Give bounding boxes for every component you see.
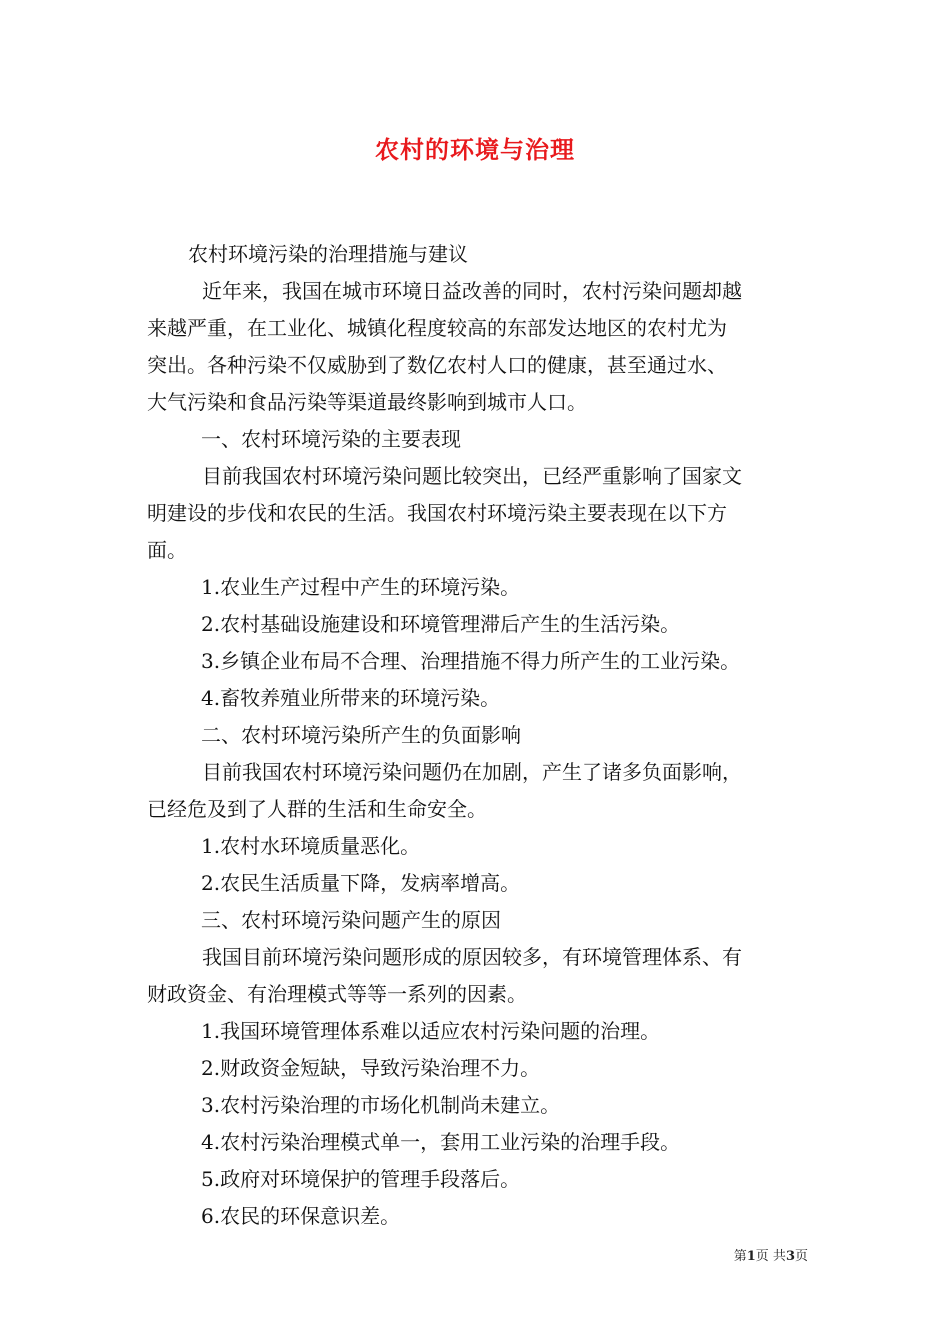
- section-heading: 三、农村环境污染问题产生的原因: [201, 908, 501, 932]
- page-number-footer: [0, 1245, 808, 1264]
- list-item: 2.农村基础设施建设和环境管理滞后产生的生活污染。: [201, 612, 681, 636]
- current-page-number: 1: [746, 1249, 756, 1264]
- paragraph-line: 面。: [147, 538, 187, 562]
- list-item: 1.农村水环境质量恶化。: [201, 834, 421, 858]
- page-title: 农村的环境与治理: [375, 135, 575, 164]
- intro-line: 近年来，我国在城市环境日益改善的同时，农村污染问题却越: [202, 279, 742, 303]
- paragraph-line: 目前我国农村环境污染问题仍在加剧，产生了诸多负面影响，: [202, 760, 742, 784]
- list-item: 4.农村污染治理模式单一，套用工业污染的治理手段。: [201, 1130, 681, 1154]
- paragraph-line: 明建设的步伐和农民的生活。我国农村环境污染主要表现在以下方: [147, 501, 727, 525]
- footer-suffix: 页: [794, 1249, 808, 1264]
- document-body: [147, 236, 807, 1235]
- intro-line: 突出。各种污染不仅威胁到了数亿农村人口的健康，甚至通过水、: [147, 353, 727, 377]
- paragraph-line: 财政资金、有治理模式等等一系列的因素。: [147, 982, 527, 1006]
- paragraph-line: 已经危及到了人群的生活和生命安全。: [147, 797, 487, 821]
- list-item: 6.农民的环保意识差。: [201, 1204, 401, 1228]
- paragraph-line: 我国目前环境污染问题形成的原因较多，有环境管理体系、有: [202, 945, 742, 969]
- document-subtitle: 农村环境污染的治理措施与建议: [188, 242, 468, 266]
- section-heading: 二、农村环境污染所产生的负面影响: [201, 723, 521, 747]
- footer-prefix: 第: [733, 1249, 747, 1264]
- footer-middle: 页 共: [755, 1249, 786, 1264]
- intro-line: 大气污染和食品污染等渠道最终影响到城市人口。: [147, 390, 587, 414]
- list-item: 4.畜牧养殖业所带来的环境污染。: [201, 686, 501, 710]
- list-item: 2.财政资金短缺，导致污染治理不力。: [201, 1056, 541, 1080]
- list-item: 1.农业生产过程中产生的环境污染。: [201, 575, 521, 599]
- section-heading: 一、农村环境污染的主要表现: [201, 427, 461, 451]
- paragraph-line: 目前我国农村环境污染问题比较突出，已经严重影响了国家文: [202, 464, 742, 488]
- list-item: 3.乡镇企业布局不合理、治理措施不得力所产生的工业污染。: [201, 649, 741, 673]
- list-item: 2.农民生活质量下降，发病率增高。: [201, 871, 521, 895]
- total-pages-number: 3: [785, 1249, 795, 1264]
- intro-line: 来越严重，在工业化、城镇化程度较高的东部发达地区的农村尤为: [147, 316, 727, 340]
- list-item: 5.政府对环境保护的管理手段落后。: [201, 1167, 521, 1191]
- list-item: 1.我国环境管理体系难以适应农村污染问题的治理。: [201, 1019, 661, 1043]
- list-item: 3.农村污染治理的市场化机制尚未建立。: [201, 1093, 561, 1117]
